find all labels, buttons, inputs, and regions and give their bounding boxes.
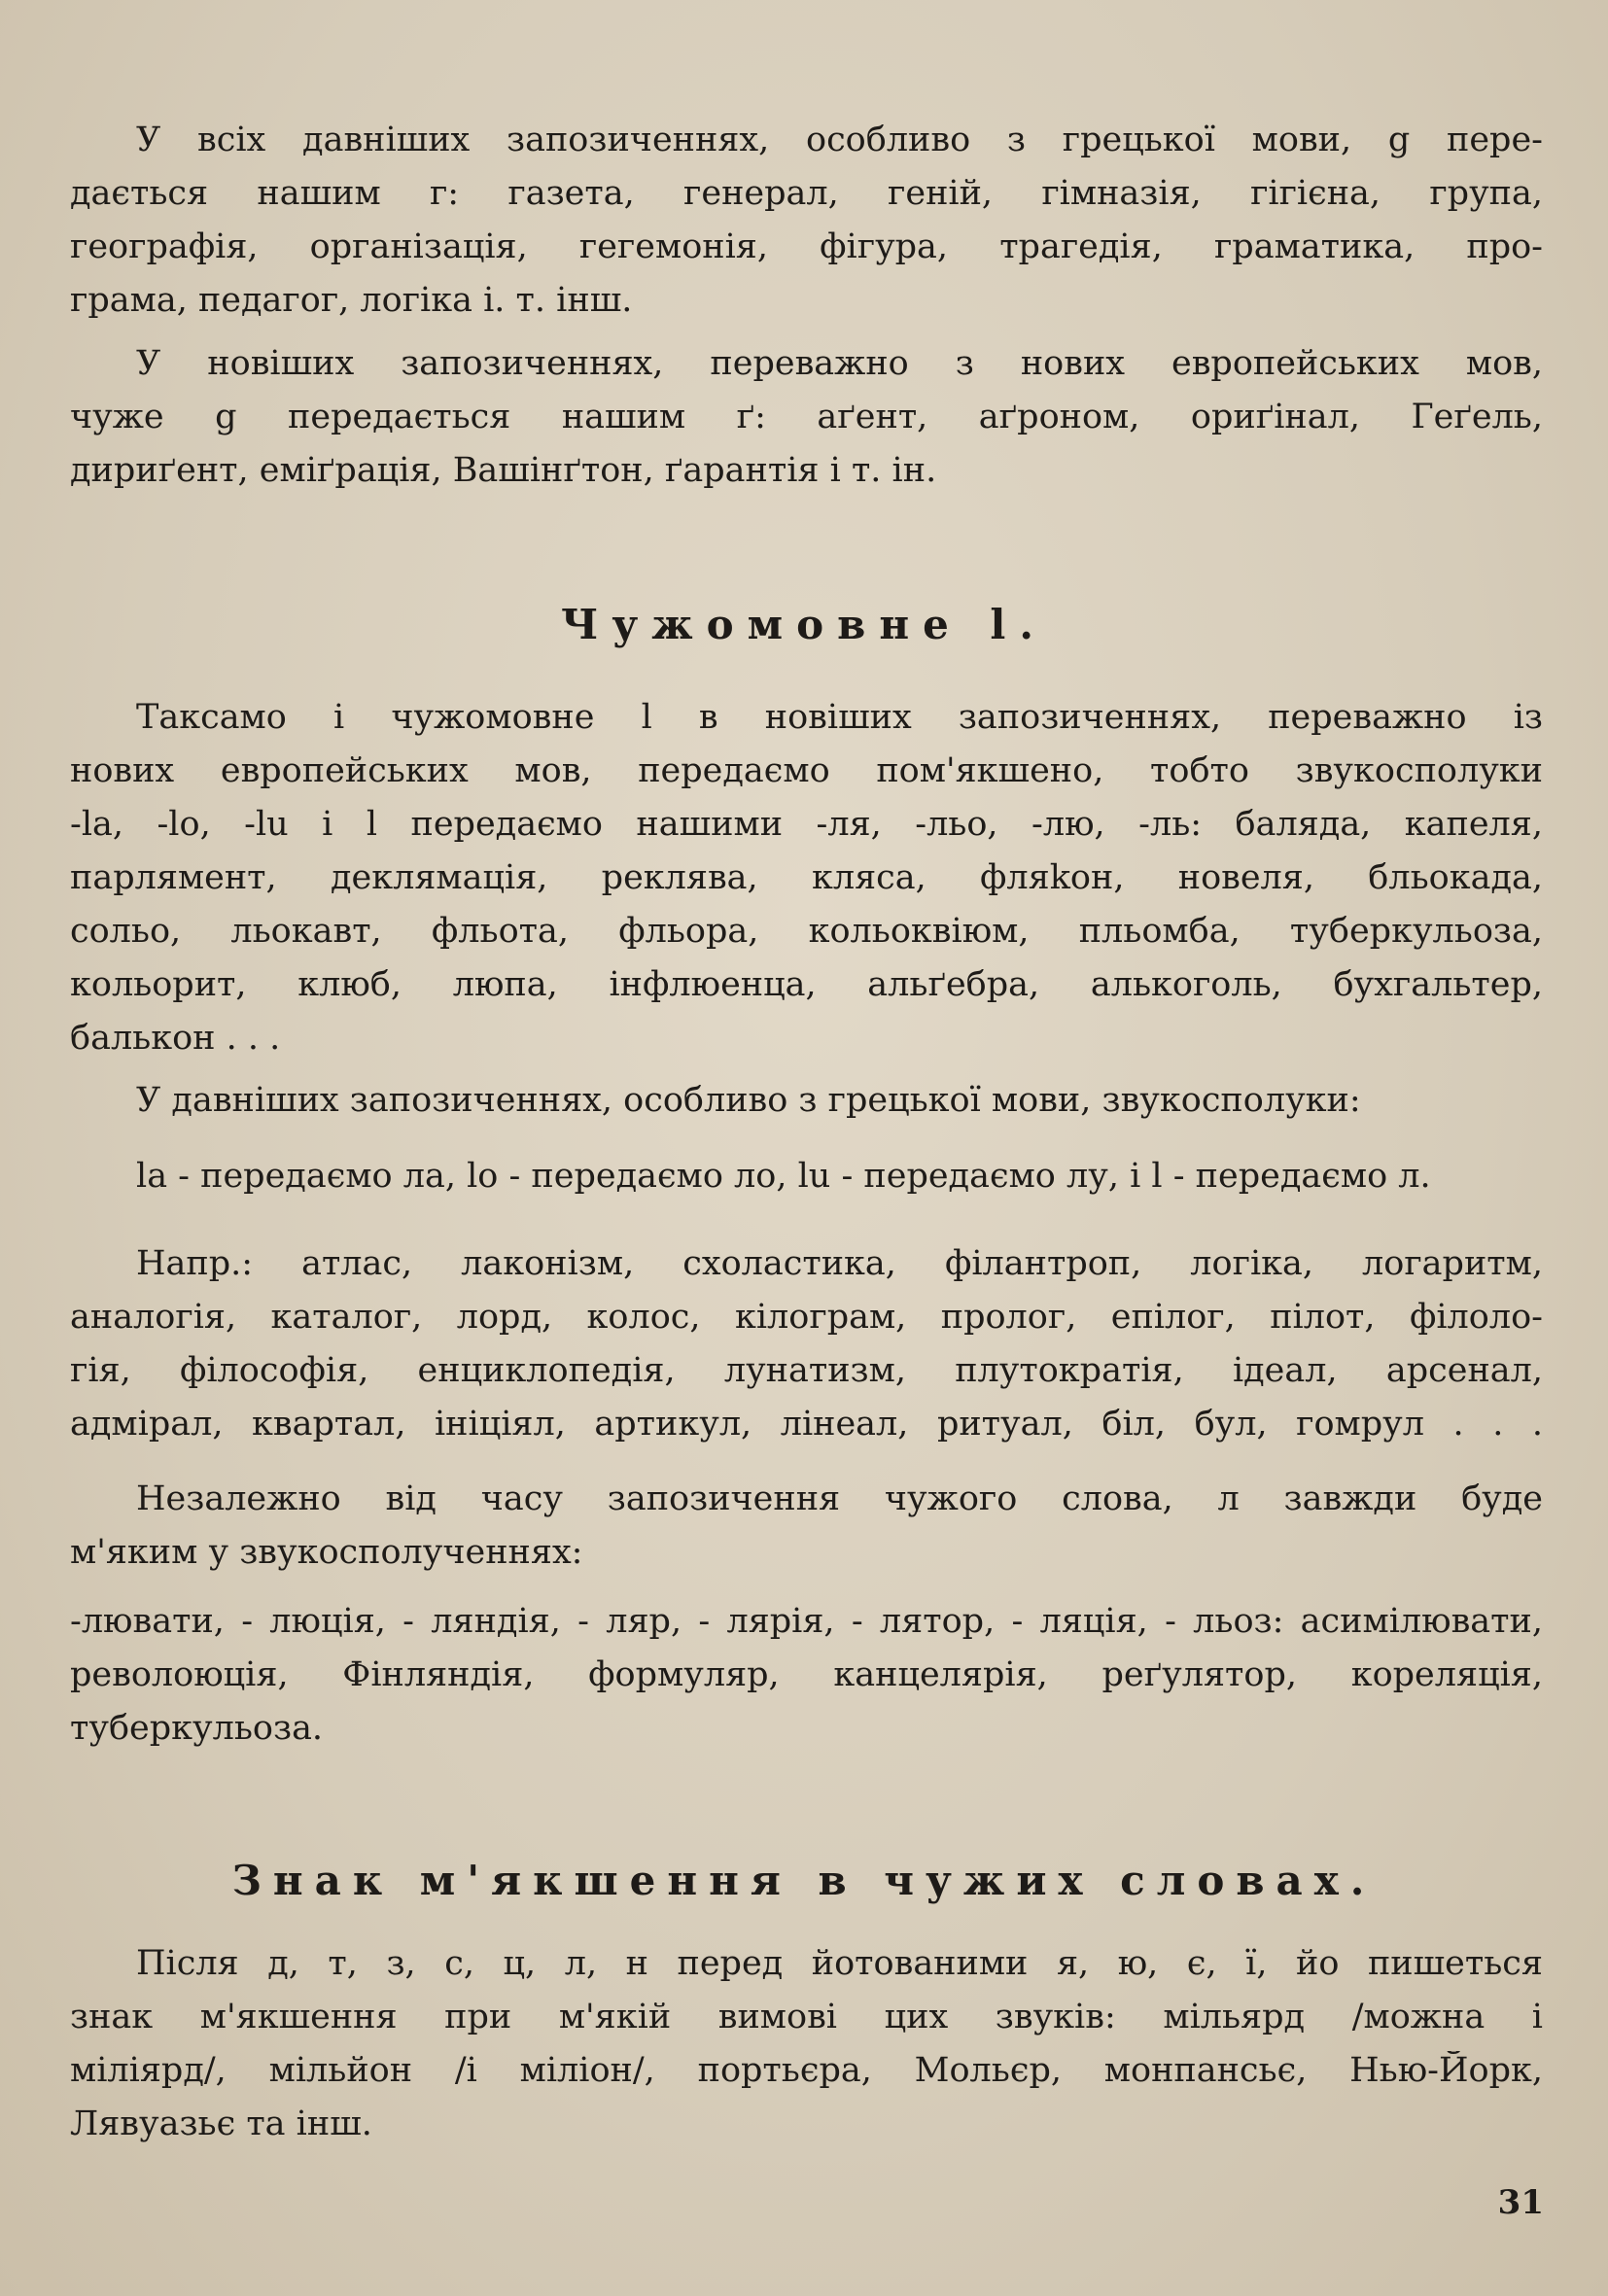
text-line: Після д, т, з, с, ц, л, н перед йотованими я, ю, є, ї, йо пишеться: [136, 1944, 1543, 1983]
text-line: la - передаємо ла, lo - передаємо ло, lu - передаємо лу, і l - передаємо л.: [136, 1157, 1431, 1196]
text-line: кольорит, клюб, люпа, інфлюенца, альґебра, алькоголь, бухгальтер,: [70, 965, 1543, 1004]
text-line: аналогія, каталог, лорд, колос, кілограм, пролог, епілог, пілот, філоло-: [70, 1298, 1543, 1337]
text-line: дається нашим г: газета, генерал, геній, гімназія, гігієна, група,: [70, 174, 1543, 213]
text-line: адмірал, квартал, ініціял, артикул, лінеал, ритуал, біл, бул, гомрул . . .: [70, 1405, 1543, 1444]
text-line: балькон . . .: [70, 1019, 281, 1058]
text-line: гія, філософія, енциклопедія, лунатизм, плутократія, ідеал, арсенал,: [70, 1351, 1543, 1390]
text-line: туберкульоза.: [70, 1709, 324, 1748]
text-line: -лювати, - люція, - ляндія, - ляр, - лярія, - лятор, - ляція, - льоз: асимілювати,: [70, 1602, 1543, 1641]
text-line: Лявуазьє та інш.: [70, 2105, 372, 2143]
text-line: парлямент, деклямація, реклява, кляса, фляkон, новеля, бльокада,: [70, 858, 1543, 897]
section-heading-softening-sign: Знак м'якшення в чужих словах.: [231, 1857, 1377, 1904]
text-line: Напр.: атлас, лаконізм, схоластика, філантроп, логіка, логаритм,: [136, 1244, 1543, 1283]
text-line: міліярд/, мільйон /і міліон/, портьєра, Мольєр, монпансьє, Нью-Йорк,: [70, 2051, 1543, 2090]
text-line: Таксамо і чужомовне l в новіших запозиченнях, переважно із: [136, 698, 1543, 737]
page-number: 31: [1497, 2183, 1544, 2222]
text-line: У всіх давніших запозиченнях, особливо з грецької мови, g пере-: [136, 121, 1543, 159]
text-line: Незалежно від часу запозичення чужого слова, л завжди буде: [136, 1479, 1543, 1518]
text-line: знак м'якшення при м'якій вимові цих звуків: мільярд /можна і: [70, 1998, 1543, 2036]
text-line: м'яким у звукосполученнях:: [70, 1533, 583, 1572]
text-line: чуже g передається нашим ґ: аґент, аґроном, ориґінал, Геґель,: [70, 398, 1543, 436]
text-line: нових европейських мов, передаємо пом'якшено, тобто звукосполуки: [70, 751, 1543, 790]
text-line: револоюція, Фінляндія, формуляр, канцелярія, реґулятор, кореляція,: [70, 1655, 1543, 1694]
text-line: дириґент, еміґрація, Вашінґтон, ґарантія і т. ін.: [70, 451, 937, 490]
text-line: У давніших запозиченнях, особливо з грецької мови, звукосполуки:: [136, 1081, 1361, 1120]
text-line: -la, -lo, -lu і l передаємо нашими -ля, -льо, -лю, -ль: баляда, капеля,: [70, 805, 1543, 844]
text-line: грама, педагог, логіка і. т. інш.: [70, 281, 633, 320]
text-line: сольо, льокавт, фльота, фльора, кольоквіюм, пльомба, туберкульоза,: [70, 912, 1543, 951]
text-line: географія, організація, гегемонія, фігура, трагедія, граматика, про-: [70, 227, 1543, 266]
text-line: У новіших запозиченнях, переважно з нових европейських мов,: [136, 344, 1543, 383]
section-heading-foreign-l: Чужомовне l.: [560, 601, 1047, 648]
